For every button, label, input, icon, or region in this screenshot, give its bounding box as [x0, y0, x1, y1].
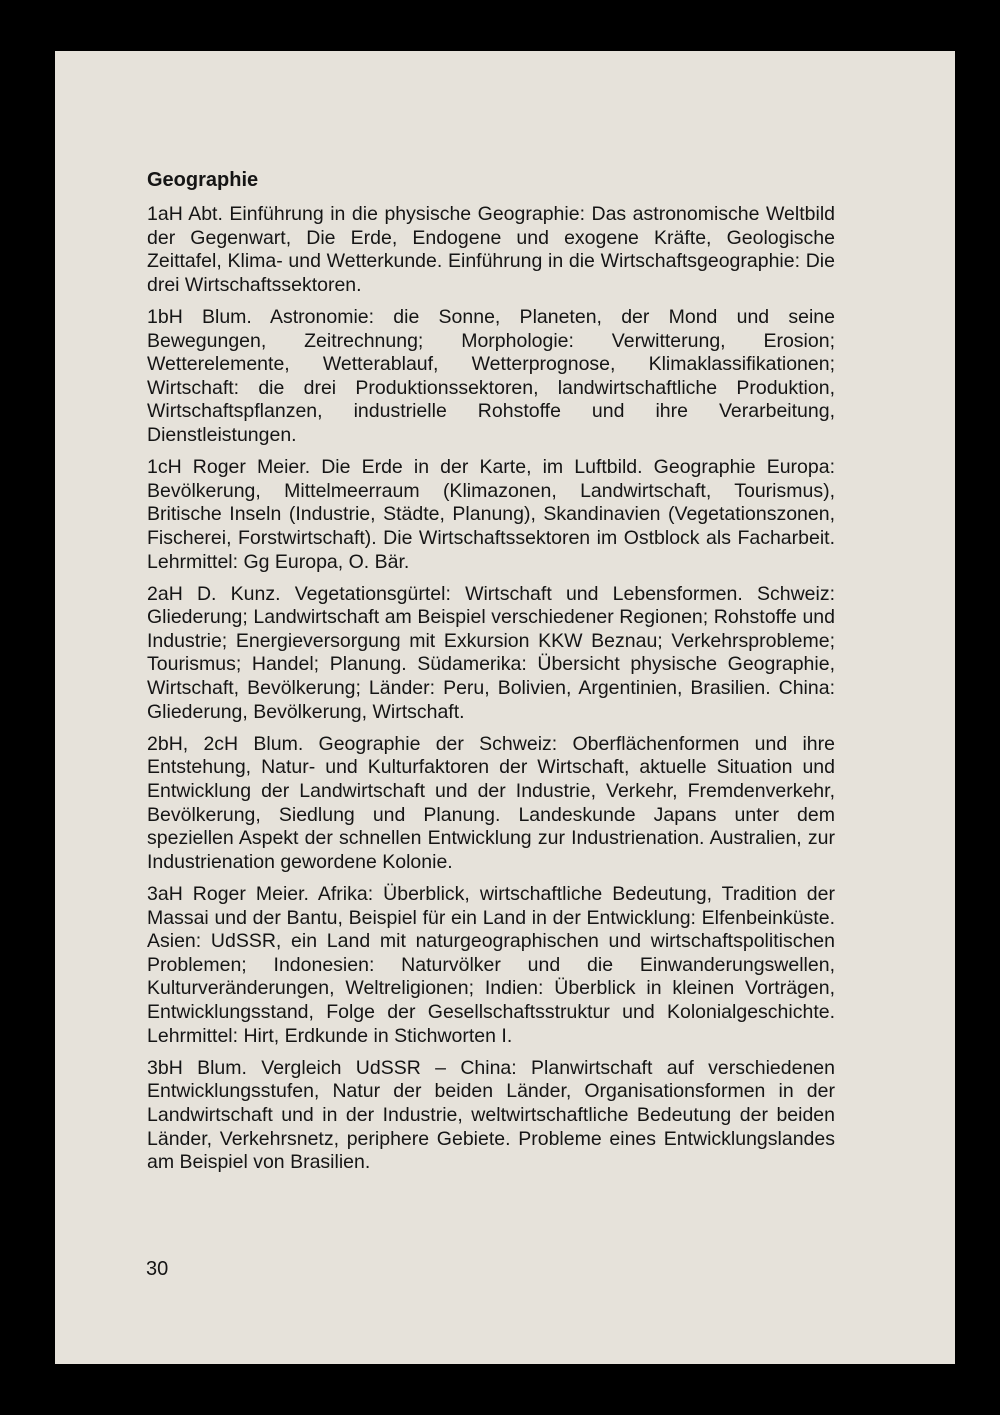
course-entry-3bh: 3bH Blum. Vergleich UdSSR – China: Planwirtschaft auf verschiedenen Entwicklungsstufen, Natur der beiden Länder, Organisationsformen in der Landwirtschaft und in der Industrie, weltwirtschaftliche Bedeutung der beiden Länder, Verkehrsnetz, periphere Gebiete. Probleme eines Entwicklungslandes am Beispiel von Brasilien.: [147, 1056, 835, 1174]
course-entry-1bh: 1bH Blum. Astronomie: die Sonne, Planeten, der Mond und seine Bewegungen, Zeitrechnung; Morphologie: Verwitterung, Erosion; Wetterelemente, Wetterablauf, Wetterprognose, Klimaklassifikationen; Wirtschaft: die drei Produktionssektoren, landwirtschaftliche Produktion, Wirtschaftspflanzen, industrielle Rohstoffe und ihre Verarbeitung, Dienstleistungen.: [147, 305, 835, 446]
course-entry-1ch: 1cH Roger Meier. Die Erde in der Karte, im Luftbild. Geographie Europa: Bevölkerung, Mittelmeerraum (Klimazonen, Landwirtschaft, Tourismus), Britische Inseln (Industrie, Städte, Planung), Skandinavien (Vegetationszonen, Fischerei, Forstwirtschaft). Die Wirtschaftssektoren im Ostblock als Facharbeit. Lehrmittel: Gg Europa, O. Bär.: [147, 456, 835, 573]
page-number: 30: [146, 1258, 169, 1280]
course-entry-3ah: 3aH Roger Meier. Afrika: Überblick, wirtschaftliche Bedeutung, Tradition der Massai und der Bantu, Beispiel für ein Land in der Entwicklung: Elfenbeinküste. Asien: UdSSR, ein Land mit naturgeographischen und wirtschaftspolitischen Problemen; Indonesien: Naturvölker und die Einwanderungswellen, Kulturveränderungen, Weltreligionen; Indien: Überblick in kleinen Vorträgen, Entwicklungsstand, Folge der Gesellschaftsstruktur und Kolonialgeschichte. Lehrmittel: Hirt, Erdkunde in Stichworten I.: [147, 883, 835, 1047]
course-entry-1ah: 1aH Abt. Einführung in die physische Geographie: Das astronomische Weltbild der Gegenwart, Die Erde, Endogene und exogene Kräfte, Geologische Zeittafel, Klima- und Wetterkunde. Einführung in die Wirtschaftsgeographie: Die drei Wirtschaftssektoren.: [147, 203, 835, 296]
course-entry-2bh-2ch: 2bH, 2cH Blum. Geographie der Schweiz: Oberflächenformen und ihre Entstehung, Natur- und Kulturfaktoren der Wirtschaft, aktuelle Situation und Entwicklung der Landwirtschaft und der Industrie, Verkehr, Fremdenverkehr, Bevölkerung, Siedlung und Planung. Landeskunde Japans unter dem speziellen Aspekt der schnellen Entwicklung zur Industrienation. Australien, zur Industrienation gewordene Kolonie.: [147, 732, 835, 873]
section-heading: Geographie: [147, 169, 259, 191]
page-content: [147, 167, 835, 1183]
course-entry-2ah: 2aH D. Kunz. Vegetationsgürtel: Wirtschaft und Lebensformen. Schweiz: Gliederung; Landwirtschaft am Beispiel verschiedener Regionen; Rohstoffe und Industrie; Energieversorgung mit Exkursion KKW Beznau; Verkehrsprobleme; Tourismus; Handel; Planung. Südamerika: Übersicht physische Geographie, Wirtschaft, Bevölkerung; Länder: Peru, Bolivien, Argentinien, Brasilien. China: Gliederung, Bevölkerung, Wirtschaft.: [147, 582, 835, 723]
document-page: [55, 51, 955, 1364]
